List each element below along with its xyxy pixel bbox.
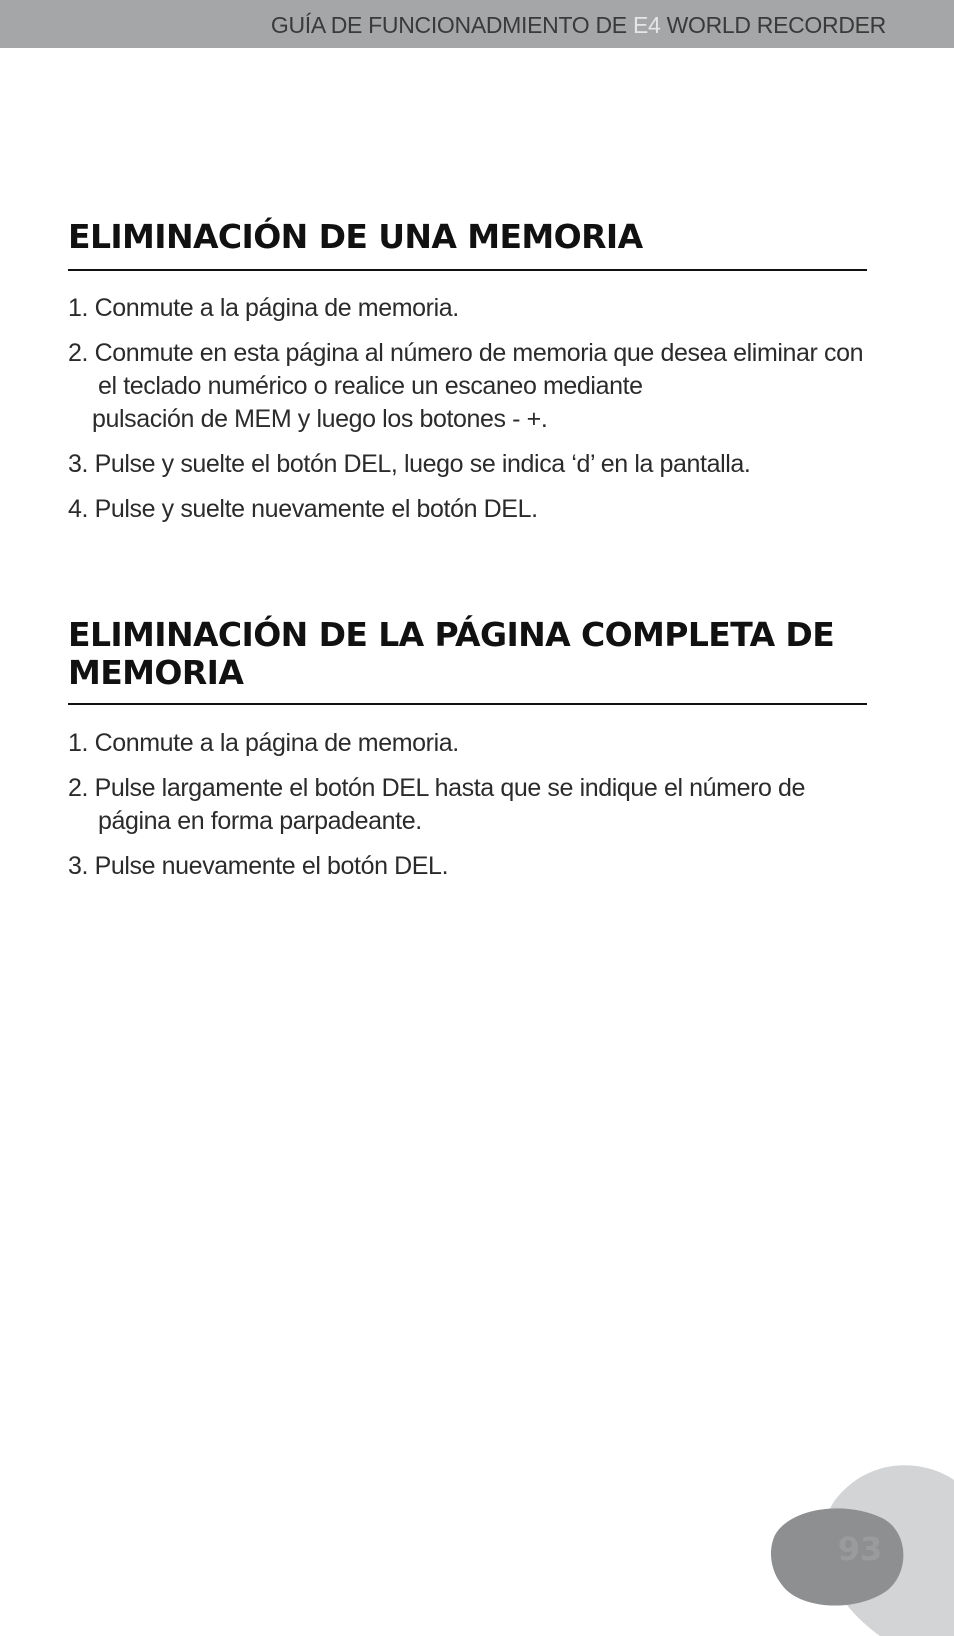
header-title-suffix: WORLD RECORDER — [660, 12, 886, 38]
step-text: 1. Conmute a la página de memoria. — [68, 294, 459, 322]
section-title-line: MEMORIA — [68, 653, 244, 692]
header-title-prefix: GUÍA DE FUNCIONADMIENTO DE — [270, 12, 633, 38]
section-title-line: ELIMINACIÓN DE LA PÁGINA COMPLETA DE — [68, 615, 835, 654]
step-text: 3. Pulse y suelte el botón DEL, luego se indica ‘d’ en la pantalla. — [68, 450, 751, 478]
step-text-continued: pulsación de MEM y luego los botones - +. — [92, 405, 548, 433]
page-number: 93 — [837, 1530, 883, 1568]
step-text: 4. Pulse y suelte nuevamente el botón DEL. — [68, 495, 538, 523]
step-text-continued: página en forma parpadeante. — [98, 807, 422, 835]
step-text-continued: el teclado numérico o realice un escaneo mediante — [98, 372, 643, 400]
section-title-delete-memory: ELIMINACIÓN DE UNA MEMORIA — [68, 217, 643, 256]
step-text: 2. Conmute en esta página al número de memoria que desea eliminar con — [68, 339, 864, 367]
header-title-brand: E4 — [632, 12, 661, 38]
step-text: 2. Pulse largamente el botón DEL hasta que se indique el número de — [68, 774, 806, 802]
step-text: 1. Conmute a la página de memoria. — [68, 729, 459, 757]
step-text: 3. Pulse nuevamente el botón DEL. — [68, 852, 449, 880]
